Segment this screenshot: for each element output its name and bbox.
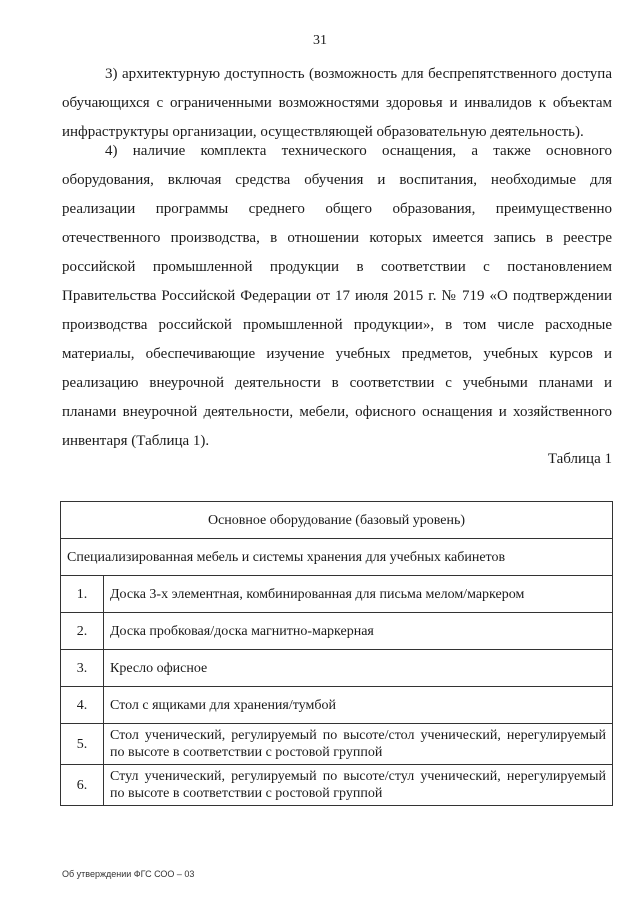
row-number: 3. xyxy=(61,650,104,687)
table-row xyxy=(61,613,613,650)
document-footer: Об утверждении ФГС СОО – 03 xyxy=(62,869,195,879)
table-header-row xyxy=(61,502,613,539)
row-item-name: Доска пробковая/доска магнитно-маркерная xyxy=(104,613,613,650)
page-number: 31 xyxy=(313,33,327,48)
row-item-name: Кресло офисное xyxy=(104,650,613,687)
row-item-name: Стол ученический, регулируемый по высоте/стол ученический, нерегулируемый по высоте в соответствии с ростовой группой xyxy=(104,724,613,765)
table-caption: Таблица 1 xyxy=(547,451,612,467)
table-row xyxy=(61,576,613,613)
table-row xyxy=(61,765,613,806)
row-number: 1. xyxy=(61,576,104,613)
row-item-name: Стол с ящиками для хранения/тумбой xyxy=(104,687,613,724)
table-row xyxy=(61,650,613,687)
row-number: 6. xyxy=(61,765,104,806)
equipment-table xyxy=(60,501,613,806)
table-row xyxy=(61,724,613,765)
row-item-name: Доска 3-х элементная, комбинированная для письма мелом/маркером xyxy=(104,576,613,613)
row-number: 5. xyxy=(61,724,104,765)
paragraph-technical-equipment: 4) наличие комплекта технического оснащения, а также основного оборудования, включая средства обучения и воспитания, необходимые для реализации программы среднего общего образования, преимущественно отечественного производства, в отношении которых имеется запись в реестре российской промышленной продукции в соответствии с постановлением Правительства Российской Федерации от 17 июля 2015 г. № 719 «О подтверждении производства российской промышленной продукции», в том числе расходные материалы, обеспечивающие изучение учебных предметов, учебных курсов и реализацию внеурочной деятельности в соответствии с учебными планами и планами внеурочной деятельности, мебели, офисного оснащения и хозяйственного инвентаря (Таблица 1). xyxy=(62,143,612,449)
table-section-cell: Специализированная мебель и системы хранения для учебных кабинетов xyxy=(61,539,613,576)
row-number: 2. xyxy=(61,613,104,650)
table-row xyxy=(61,687,613,724)
table-section-row xyxy=(61,539,613,576)
row-number: 4. xyxy=(61,687,104,724)
row-item-name: Стул ученический, регулируемый по высоте/стул ученический, нерегулируемый по высоте в соответствии с ростовой группой xyxy=(104,765,613,806)
paragraph-architectural-accessibility: 3) архитектурную доступность (возможность для беспрепятственного доступа обучающихся с ограниченными возможностями здоровья и инвалидов к объектам инфраструктуры организации, осуществляющей образовательную деятельность). xyxy=(62,66,612,140)
table-header-cell: Основное оборудование (базовый уровень) xyxy=(61,502,613,539)
